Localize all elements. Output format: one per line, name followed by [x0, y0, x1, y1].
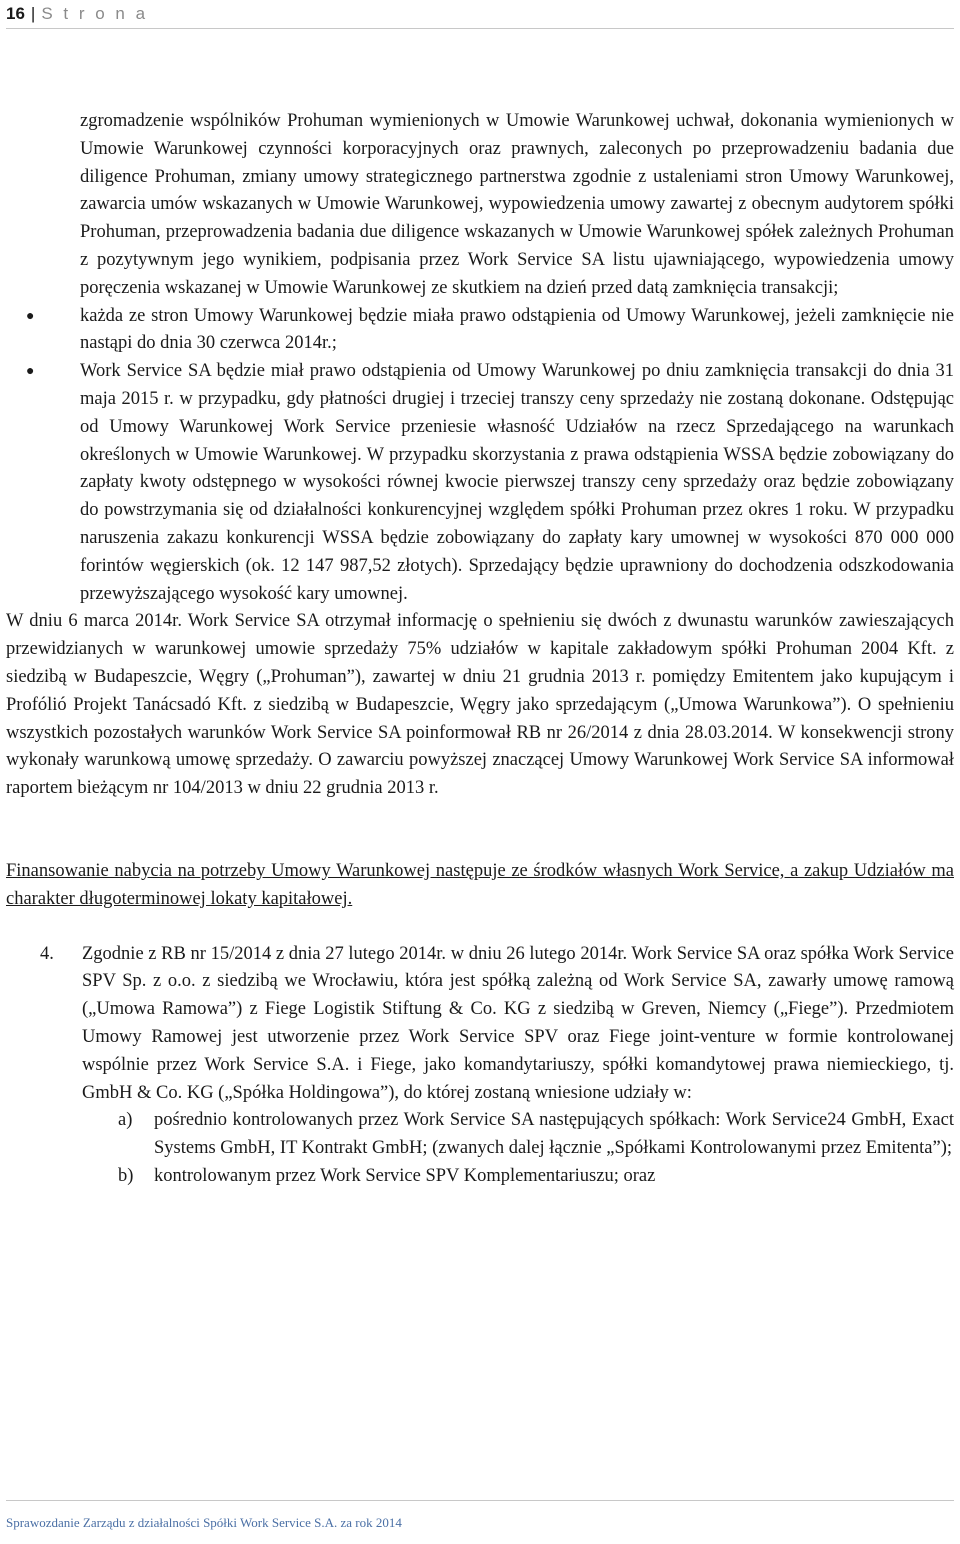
bullet-text: Work Service SA będzie miał prawo odstąpienia od Umowy Warunkowej po dniu zamknięcia transakcji do dnia 31 maja 2015 r. w przypadku, gdy płatności drugiej i trzeciej transzy ceny sprzedaży nie zostaną dokonane. Odstępując od Umowy Warunkowej Work Service przeniesie własność Udziałów na rzecz Sprzedającego na warunkach określonych w Umowie Warunkowej. W przypadku skorzystania z prawa odstąpienia WSSA będzie zobowiązany do zapłaty kwoty odstępnego w wysokości równej kwocie pierwszej transzy ceny sprzedaży oraz będzie zobowiązany do powstrzymania się od działalności konkurencyjnej względem spółki Prohuman przez okres 1 roku. W przypadku naruszenia zakazu konkurencji WSSA będzie zobowiązany do zapłaty kary umownej w wysokości 870 000 000 forintów węgierskich (ok. 12 147 987,52 złotych). Sprzedający będzie uprawniony do dochodzenia odszkodowania przewyższającego wysokość kary umownej. [80, 361, 954, 604]
page-number: 16 [6, 4, 25, 23]
bullet-item [26, 303, 954, 359]
bullet-icon: ● [26, 308, 35, 324]
item-marker: 4. [40, 943, 54, 964]
footer-text: Sprawozdanie Zarządu z działalności Spółki Work Service S.A. za rok 2014 [6, 1515, 402, 1530]
header-separator: | [30, 4, 36, 23]
bullet-item [26, 358, 954, 608]
body-paragraph: W dniu 6 marca 2014r. Work Service SA otrzymał informację o spełnieniu się dwóch z dwunastu warunków zawieszających przewidzianych w warunkowej umowie sprzedaży 75% udziałów w kapitale zakładowym spółki Prohuman 2004 Kft. z siedzibą w Budapeszcie, Węgry („Prohuman”), zawartej w dniu 21 grudnia 2013 r. pomiędzy Emitentem jako kupującym i Profólió Projekt Tanácsadó Kft. z siedzibą w Budapeszcie, Węgry jako sprzedającym („Umowa Warunkowa”). O spełnieniu wszystkich pozostałych warunków Work Service SA poinformował RB nr 26/2014 z dnia 28.03.2014. W konsekwencji strony wykonały warunkową umowę sprzedaży. O zawarciu powyższej znaczącej Umowy Warunkowej Work Service SA informował raportem bieżącym nr 104/2013 w dniu 22 grudnia 2013 r. [6, 611, 954, 799]
page-header [6, 0, 954, 29]
bullet-text: każda ze stron Umowy Warunkowej będzie miała prawo odstąpienia od Umowy Warunkowej, jeżeli zamknięcie nie nastąpi do dnia 30 czerwca 2014r.; [80, 305, 954, 354]
sub-item-marker: a) [118, 1110, 133, 1131]
underlined-paragraph: Finansowanie nabycia na potrzeby Umowy Warunkowej następuje ze środków własnych Work Service, a zakup Udziałów ma charakter długoterminowej lokaty kapitałowej. [6, 860, 954, 909]
sub-item-text: kontrolowanym przez Work Service SPV Komplementariuszu; oraz [154, 1165, 656, 1186]
document-body [0, 108, 960, 1191]
sub-item-text: pośrednio kontrolowanych przez Work Service SA następujących spółkach: Work Service24 GmbH, Exact Systems GmbH, IT Kontrakt GmbH; (zwanych dalej łącznie „Spółkami Kontrolowanymi przez Emitenta”); [154, 1110, 954, 1159]
numbered-item-4 [40, 941, 954, 1108]
spacer [0, 914, 960, 941]
page-footer [6, 1500, 954, 1531]
sub-item-b [118, 1163, 954, 1191]
bullet-icon: ● [26, 364, 35, 380]
sub-item-marker: b) [118, 1165, 134, 1186]
continuation-paragraph: zgromadzenie wspólników Prohuman wymienionych w Umowie Warunkowej uchwał, dokonania wymienionych w Umowie Warunkowej czynności korporacyjnych oraz prawnych, zaleconych po przeprowadzeniu badania due diligence Prohuman, zmiany umowy strategicznego partnerstwa zgodnie z ustaleniami stron Umowy Warunkowej, zawarcia umów wskazanych w Umowie Warunkowej, wypowiedzenia umowy zawartej z obecnym audytorem spółki Prohuman, przeprowadzenia badania due diligence wskazanych w Umowie Warunkowej spółek zależnych Prohuman z pozytywnym jego wynikiem, podpisania przez Work Service SA listu ujawniającego, wypowiedzenia umowy poręczenia wskazanej w Umowie Warunkowej ze skutkiem na dzień przed datą zamknięcia transakcji; [80, 111, 954, 298]
item-text: Zgodnie z RB nr 15/2014 z dnia 27 lutego 2014r. w dniu 26 lutego 2014r. Work Service SA oraz spółka Work Service SPV Sp. z o.o. z siedzibą we Wrocławiu, która jest spółką zależną od Work Service SA, zawarły umowę ramową („Umowa Ramowa”) z Fiege Logistik Stiftung & Co. KG z siedzibą w Greven, Niemcy („Fiege”). Przedmiotem Umowy Ramowej jest utworzenie przez Work Service SPV oraz Fiege joint-venture w formie kontrolowanej wspólnie przez Work Service S.A. i Fiege, jako komandytariuszy, spółki komandytowej prawa niemieckiego, tj. GmbH & Co. KG („Spółka Holdingowa”), do której zostaną wniesione udziały w: [82, 943, 954, 1103]
spacer [0, 803, 960, 858]
sub-item-a [118, 1107, 954, 1163]
header-label: S t r o n a [41, 4, 149, 23]
